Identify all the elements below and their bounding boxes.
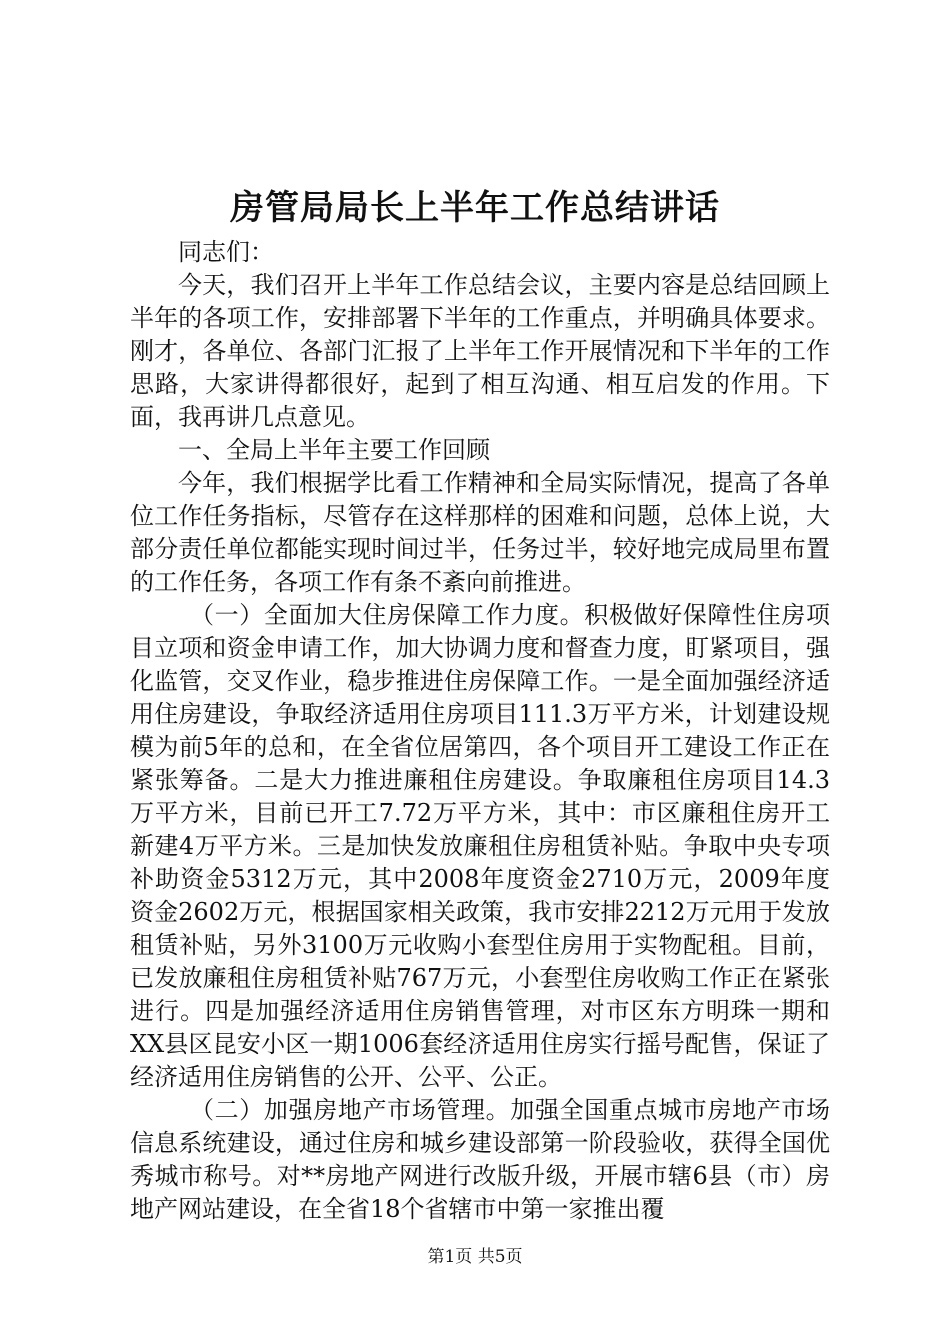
page-number-footer: 第1页 共5页 — [427, 1247, 523, 1267]
section-heading-1: 一、全局上半年主要工作回顾 — [178, 436, 490, 464]
paragraph-housing-security: （一）全面加大住房保障工作力度。积极做好保障性住房项目立项和资金申请工作，加大协调力度和督查力度，盯紧项目，强化监管，交叉作业，稳步推进住房保障工作。一是全面加强经济适用住房建设，争取经济适用住房项目111.3万平方米，计划建设规模为前5年的总和，在全省位居第四，各个项目开工建设工作正在紧张筹备。二是大力推进廉租住房建设。争取廉租住房项目14.3万平方米，目前已开工7.72万平方米，其中：市区廉租住房开工新建4万平方米。三是加快发放廉租住房租赁补贴。争取中央专项补助资金5312万元，其中2008年度资金2710万元，2009年度资金2602万元，根据国家相关政策，我市安排2212万元用于发放租赁补贴，另外3100万元收购小套型住房用于实物配租。目前，已发放廉租住房租赁补贴767万元，小套型住房收购工作正在紧张进行。四是加强经济适用住房销售管理，对市区东方明珠一期和XX县区昆安小区一期1006套经济适用住房实行摇号配售，保证了经济适用住房销售的公开、公平、公正。 — [130, 601, 830, 1091]
paragraph-overview: 今年，我们根据学比看工作精神和全局实际情况，提高了各单位工作任务指标，尽管存在这样那样的困难和问题，总体上说，大部分责任单位都能实现时间过半，任务过半，较好地完成局里布置的工作任务，各项工作有条不紊向前推进。 — [130, 469, 830, 596]
document-title: 房管局局长上半年工作总结讲话 — [230, 188, 720, 228]
salutation: 同志们： — [178, 238, 274, 266]
document-body — [130, 236, 830, 1226]
paragraph-market-management: （二）加强房地产市场管理。加强全国重点城市房地产市场信息系统建设，通过住房和城乡建设部第一阶段验收，获得全国优秀城市称号。对**房地产网进行改版升级，开展市辖6县（市）房地产网站建设，在全省18个省辖市中第一家推出覆 — [130, 1096, 830, 1223]
paragraph-intro: 今天，我们召开上半年工作总结会议，主要内容是总结回顾上半年的各项工作，安排部署下半年的工作重点，并明确具体要求。刚才，各单位、各部门汇报了上半年工作开展情况和下半年的工作思路，大家讲得都很好，起到了相互沟通、相互启发的作用。下面，我再讲几点意见。 — [130, 271, 830, 431]
